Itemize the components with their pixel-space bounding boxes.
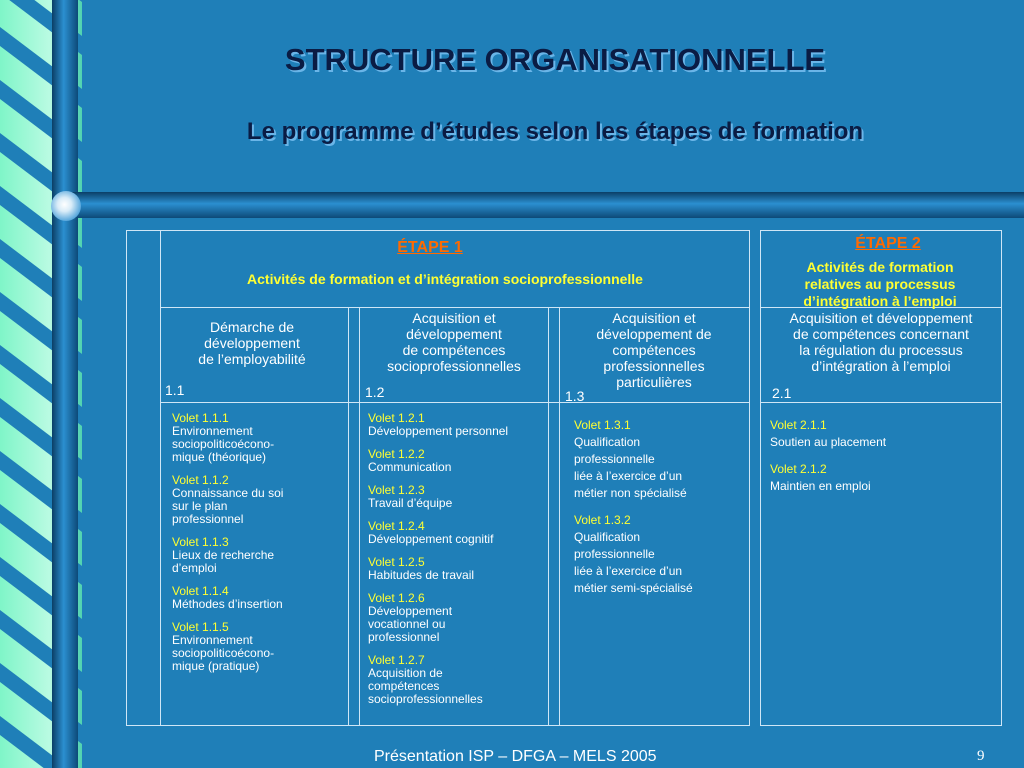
volet-item xyxy=(368,654,548,706)
page-number: 9 xyxy=(977,748,985,764)
column-heading-2-1: Acquisition et développement de compétences concernant la régulation du processus d’intégration à l’emploi xyxy=(789,310,973,374)
etape1-col-divider-b2 xyxy=(559,307,560,725)
volet-item xyxy=(368,484,548,510)
volet-description: Qualification professionnelle liée à l’exercice d’un métier non spécialisé xyxy=(574,435,687,500)
volet-description: Connaissance du soi sur le plan professionnel xyxy=(172,486,284,526)
volet-description: Environnement sociopoliticoécono- mique (théorique) xyxy=(172,424,275,464)
volet-label: Volet 1.1.2 xyxy=(172,473,229,487)
volet-item xyxy=(172,536,344,575)
volets-list-1-2 xyxy=(368,412,548,716)
volet-label: Volet 2.1.2 xyxy=(770,462,827,476)
volet-description: Maintien en emploi xyxy=(770,479,871,493)
etape1-col-divider-a1 xyxy=(348,307,349,725)
volet-label: Volet 1.2.3 xyxy=(368,483,425,497)
slide-subtitle: Le programme d’études selon les étapes de formation xyxy=(246,118,864,145)
volet-description: Habitudes de travail xyxy=(368,568,475,582)
volet-item xyxy=(172,412,344,464)
vertical-rod xyxy=(52,0,78,768)
etape1-header-divider xyxy=(160,307,749,308)
volets-list-2-1 xyxy=(770,417,990,505)
volet-item xyxy=(574,417,744,502)
column-number-2-1: 2.1 xyxy=(772,385,792,401)
etape1-col-divider-b1 xyxy=(548,307,549,725)
volets-list-1-1 xyxy=(172,412,344,683)
etape2-description: Activités de formation relatives au processus d’intégration à l’emploi xyxy=(803,259,957,309)
volet-label: Volet 1.3.2 xyxy=(574,513,631,527)
column-number-1-1: 1.1 xyxy=(165,382,185,398)
etape1-subheader-divider xyxy=(160,402,749,403)
volet-item xyxy=(172,621,344,673)
volet-item xyxy=(368,592,548,644)
volet-item xyxy=(172,474,344,526)
volet-item xyxy=(368,520,548,546)
volet-item xyxy=(368,412,548,438)
etape1-description: Activités de formation et d’intégration socioprofessionnelle xyxy=(247,271,643,287)
volets-list-1-3 xyxy=(574,417,744,607)
volet-item xyxy=(368,556,548,582)
volet-item xyxy=(574,512,744,597)
volet-label: Volet 1.1.5 xyxy=(172,620,229,634)
slide-footer: Présentation ISP – DFGA – MELS 2005 xyxy=(374,748,657,765)
volet-label: Volet 1.2.6 xyxy=(368,591,425,605)
volet-description: Qualification professionnelle liée à l’exercice d’un métier semi-spécialisé xyxy=(574,530,693,595)
volet-label: Volet 1.2.7 xyxy=(368,653,425,667)
volet-description: Développement vocationnel ou professionnel xyxy=(368,604,453,644)
column-number-1-2: 1.2 xyxy=(365,384,385,400)
volet-description: Communication xyxy=(368,460,452,474)
volet-label: Volet 1.1.1 xyxy=(172,411,229,425)
slide-title: STRUCTURE ORGANISATIONNELLE xyxy=(284,42,826,77)
volet-description: Soutien au placement xyxy=(770,435,887,449)
etape2-subheader-divider xyxy=(760,402,1001,403)
volet-label: Volet 1.1.4 xyxy=(172,584,229,598)
horizontal-rod xyxy=(62,192,1024,218)
etape2-label: ÉTAPE 2 xyxy=(855,235,921,252)
column-heading-1-1: Démarche de développement de l’employabilité xyxy=(198,319,306,367)
volet-label: Volet 1.1.3 xyxy=(172,535,229,549)
volet-description: Méthodes d’insertion xyxy=(172,597,283,611)
volet-label: Volet 1.2.2 xyxy=(368,447,425,461)
column-heading-1-2: Acquisition et développement de compétences socioprofessionnelles xyxy=(387,310,521,374)
column-heading-1-3: Acquisition et développement de compétences professionnelles particulières xyxy=(596,310,712,390)
volet-description: Lieux de recherche d’emploi xyxy=(172,548,275,575)
volet-item xyxy=(172,585,344,611)
volet-item xyxy=(770,461,990,495)
volet-description: Acquisition de compétences socioprofessionnelles xyxy=(368,666,483,706)
volet-label: Volet 1.3.1 xyxy=(574,418,631,432)
rod-joint-knob xyxy=(51,191,81,221)
volet-label: Volet 2.1.1 xyxy=(770,418,827,432)
volet-description: Développement personnel xyxy=(368,424,509,438)
volet-item xyxy=(368,448,548,474)
volet-label: Volet 1.2.5 xyxy=(368,555,425,569)
column-number-1-3: 1.3 xyxy=(565,388,585,404)
volet-label: Volet 1.2.1 xyxy=(368,411,425,425)
volet-description: Développement cognitif xyxy=(368,532,494,546)
etape1-left-margin-line xyxy=(160,230,161,725)
volet-label: Volet 1.2.4 xyxy=(368,519,425,533)
volet-description: Environnement sociopoliticoécono- mique (pratique) xyxy=(172,633,275,673)
volet-description: Travail d’équipe xyxy=(368,496,453,510)
volet-item xyxy=(770,417,990,451)
etape1-label: ÉTAPE 1 xyxy=(397,239,463,256)
